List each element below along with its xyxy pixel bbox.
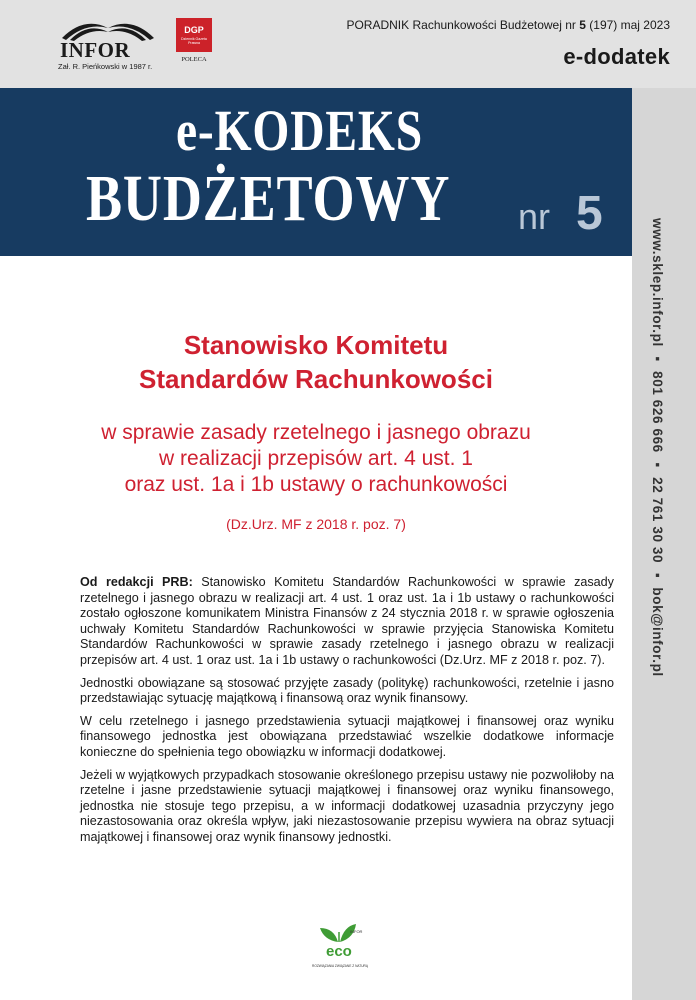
subheading-line-3: oraz ust. 1a i 1b ustawy o rachunkowości	[124, 473, 508, 496]
title-line-2: BUDŻETOWY	[86, 162, 451, 235]
heading-line-1: Stanowisko Komitetu	[183, 330, 449, 360]
eco-word: eco	[326, 943, 352, 960]
lead-text: Stanowisko Komitetu Standardów Rachunkowości w sprawie zasady rzetelnego i jasnego obrazu w realizacji art. 4 ust. 1 oraz ust. 1a i 1b ustawy o rachunkowości zostało ogłoszone komunikatem Ministra Finansów z 24 stycznia 2018 r. w sprawie ogłoszenia uchwały Komitetu Standardów Rachunkowości w sprawie przyjęcia Stanowiska Komitetu Standardów Rachunkowości w sprawie zasady rzetelnego i jasnego obrazu w realizacji przepisów art. 4 ust. 1 oraz ust. 1a i 1b ustawy o rachunkowości (Dz.Urz. MF z 2018 r. poz. 7).	[80, 575, 614, 667]
dgp-logo[interactable]	[176, 18, 220, 78]
infor-founder-note: Zał. R. Pieńkowski w 1987 r.	[58, 62, 153, 71]
dgp-letters: DGP	[184, 25, 204, 35]
series-info	[346, 18, 670, 32]
body-text	[80, 575, 614, 853]
issue-number: 5	[576, 187, 603, 240]
lead-paragraph	[80, 575, 614, 669]
series-number: 5	[579, 18, 586, 32]
subheading-line-1: w sprawie zasady rzetelnego i jasnego obrazu	[101, 421, 531, 444]
issue-nr-label: nr	[518, 196, 551, 237]
eco-leaves-icon	[304, 920, 376, 974]
subheading-line-2: w realizacji przepisów art. 4 ust. 1	[159, 447, 473, 470]
heading-line-2: Standardów Rachunkowości	[139, 364, 493, 394]
dgp-tagline: POLECA	[181, 56, 207, 63]
paragraph-3: Jeżeli w wyjątkowych przypadkach stosowanie określonego przepisu ustawy nie pozwoliłoby na rzetelne i jasne przedstawienie sytuacji majątkowej i finansowej oraz wyniku finansowego, jednostka nie stosuje tego przepisu, a w informacji dodatkowej uzasadnia przyczyny jego niezastosowania oraz określa wpływ, jaki niezastosowanie przepisu wywiera na obraz sytuacji majątkowej i finansowej oraz wynik finansowy jednostki.	[80, 767, 614, 844]
document-reference: (Dz.Urz. MF z 2018 r. poz. 7)	[226, 516, 406, 532]
infor-logo[interactable]	[56, 14, 160, 74]
paragraph-1: Jednostki obowiązane są stosować przyjęte zasady (politykę) rachunkowości, rzetelnie i jasno przedstawiając sytuację majątkową i finansową oraz wynik finansowy.	[80, 675, 614, 706]
infor-wordmark: INFOR	[60, 38, 131, 62]
title-line-1: e-KODEKS	[176, 98, 424, 163]
supplement-label: e-dodatek	[563, 44, 670, 69]
dgp-subtitle: Dziennik Gazeta Prawna	[181, 37, 207, 45]
eco-logo	[304, 920, 376, 974]
eco-caption: ROZWIĄZANIA ZWIĄZANE Z NATURĄ	[312, 964, 368, 968]
series-suffix: (197) maj 2023	[589, 18, 670, 32]
series-prefix: PORADNIK Rachunkowości Budżetowej nr	[346, 18, 576, 32]
lead-label: Od redakcji PRB:	[80, 575, 193, 589]
eco-top-text: INFOR	[350, 929, 363, 934]
dgp-badge	[176, 18, 212, 52]
side-contact-info: www.sklep.infor.pl ▪ 801 626 666 ▪ 22 761 30 30 ▪ bok@infor.pl	[650, 218, 665, 677]
paragraph-2: W celu rzetelnego i jasnego przedstawienia sytuacji majątkowej i finansowej oraz wyniku finansowego jednostka jest obowiązana przedstawiać wszelkie dodatkowe informacje konieczne do spełnienia tego obowiązku w informacji dodatkowej.	[80, 713, 614, 759]
